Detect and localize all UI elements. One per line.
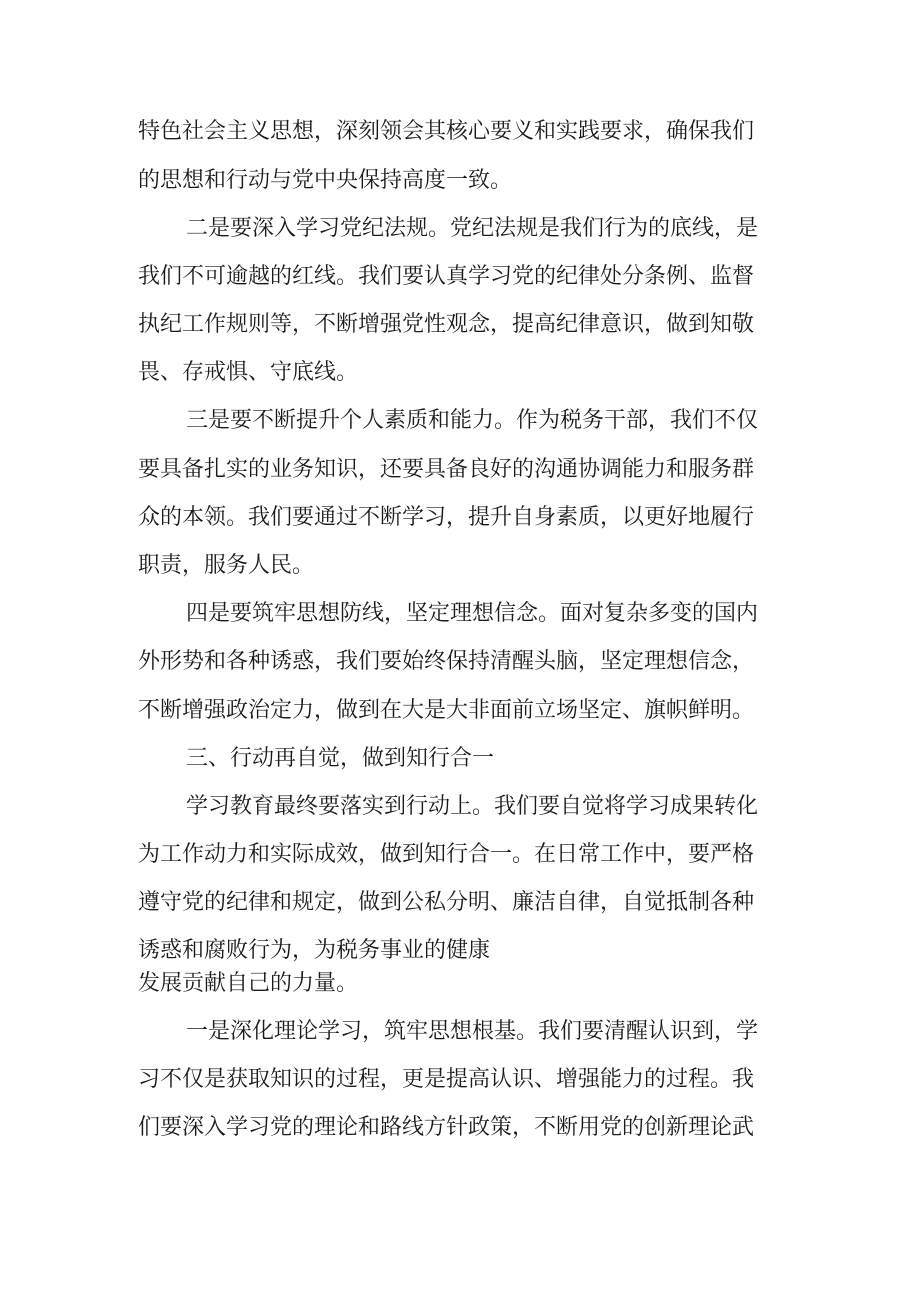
text-line: 遵守党的纪律和规定，做到公私分明、廉洁自律，自觉抵制各种 — [138, 890, 755, 915]
text-line: 不断增强政治定力，做到在大是大非面前立场坚定、旗帜鲜明。 — [138, 698, 755, 723]
text-line: 我们不可逾越的红线。我们要认真学习党的纪律处分条例、监督 — [138, 264, 755, 289]
text-line: 要具备扎实的业务知识，还要具备良好的沟通协调能力和服务群 — [138, 457, 755, 482]
text-line: 诱惑和腐败行为，为税务事业的健康 — [138, 938, 491, 963]
text-line: 发展贡献自己的力量。 — [138, 971, 359, 996]
text-line: 们要深入学习党的理论和路线方针政策，不断用党的创新理论武 — [138, 1115, 755, 1140]
text-line: 畏、存戒惧、守底线。 — [138, 360, 359, 385]
text-line: 习不仅是获取知识的过程，更是提高认识、增强能力的过程。我 — [138, 1067, 755, 1092]
paragraph-start-line: 一是深化理论学习，筑牢思想根基。我们要清醒认识到，学 — [186, 1019, 759, 1044]
paragraph-start-line: 学习教育最终要落实到行动上。我们要自觉将学习成果转化 — [186, 794, 759, 819]
text-line: 为工作动力和实际成效，做到知行合一。在日常工作中，要严格 — [138, 842, 755, 867]
text-line: 众的本领。我们要通过不断学习，提升自身素质，以更好地履行 — [138, 505, 755, 530]
paragraph-start-line: 三是要不断提升个人素质和能力。作为税务干部，我们不仅 — [186, 408, 759, 433]
text-line: 职责，服务人民。 — [138, 553, 315, 578]
text-line: 的思想和行动与党中央保持高度一致。 — [138, 168, 513, 193]
text-line: 特色社会主义思想，深刻领会其核心要义和实践要求，确保我们 — [138, 119, 755, 144]
paragraph-start-line: 二是要深入学习党纪法规。党纪法规是我们行为的底线，是 — [186, 216, 759, 241]
paragraph-start-line: 四是要筑牢思想防线，坚定理想信念。面对复杂多变的国内 — [186, 601, 759, 626]
text-line: 执纪工作规则等，不断增强党性观念，提高纪律意识，做到知敬 — [138, 312, 755, 337]
text-line: 外形势和各种诱惑，我们要始终保持清醒头脑，坚定理想信念， — [138, 649, 755, 674]
section-heading: 三、行动再自觉，做到知行合一 — [186, 746, 495, 771]
